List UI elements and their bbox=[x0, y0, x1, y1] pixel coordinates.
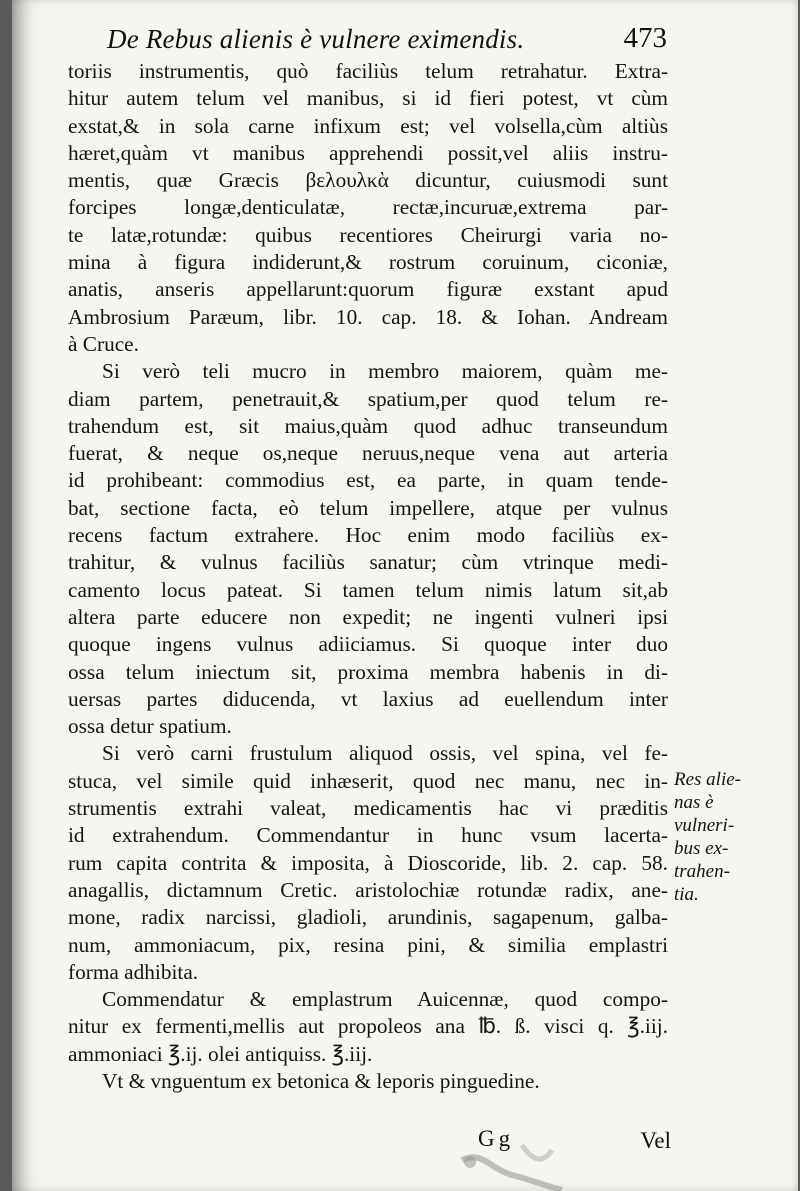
margin-note-line: tia. bbox=[674, 884, 699, 905]
text-line: altera parte educere non expedit; ne ingenti vulneri ipsi bbox=[68, 604, 668, 629]
text-line: fuerat, & neque os,neque neruus,neque vena aut arteria bbox=[68, 441, 668, 466]
catchword: Vel bbox=[640, 1128, 671, 1153]
text-line: bat, sectione facta, eò telum impellere, atque per vulnus bbox=[68, 495, 668, 520]
text-line: quoque ingens vulnus adiiciamus. Si quoque inter duo bbox=[68, 632, 668, 657]
text-line: num, ammoniacum, pix, resina pini, & similia emplastri bbox=[68, 932, 668, 957]
body-text bbox=[68, 58, 668, 1095]
margin-note-line: bus ex- bbox=[674, 838, 729, 859]
text-line: nitur ex fermenti,mellis aut propoleos ana ℔. ß. visci q. ℥.iij. bbox=[68, 1014, 668, 1039]
text-line: stuca, vel simile quid inhæserit, quod nec manu, nec in- bbox=[68, 768, 668, 793]
text-line: strumentis extrahi valeat, medicamentis hac vi præditis bbox=[68, 796, 668, 821]
text-line: ammoniaci ℥.ij. olei antiquiss. ℥.iij. bbox=[68, 1041, 373, 1066]
text-line: forcipes longæ,denticulatæ, rectæ,incuruæ,extrema par- bbox=[68, 195, 668, 220]
margin-note-line: nas è bbox=[674, 792, 714, 813]
text-line: mentis, quæ Græcis βελουλκὰ dicuntur, cuiusmodi sunt bbox=[68, 168, 668, 193]
text-line: anagallis, dictamnum Cretic. aristolochiæ rotundæ radix, ane- bbox=[68, 877, 668, 902]
margin-note bbox=[674, 768, 784, 906]
text-line: Si verò carni frustulum aliquod ossis, vel spina, vel fe- bbox=[102, 741, 668, 766]
margin-note-line: Res alie- bbox=[674, 769, 742, 790]
ink-smudge bbox=[452, 1140, 612, 1191]
text-line: te latæ,rotundæ: quibus recentiores Cheirurgi varia no- bbox=[68, 222, 668, 247]
text-line: Ambrosium Paræum, libr. 10. cap. 18. & Iohan. Andream bbox=[68, 304, 668, 329]
text-line: id extrahendum. Commendantur in hunc vsum lacerta- bbox=[68, 823, 668, 848]
text-line: Vt & vnguentum ex betonica & leporis pinguedine. bbox=[102, 1068, 540, 1093]
text-line: Commendatur & emplastrum Auicennæ, quod compo- bbox=[102, 987, 668, 1012]
text-line: hæret,quàm vt manibus apprehendi possit,vel aliis instru- bbox=[68, 140, 668, 165]
text-line: exstat,& in sola carne infixum est; vel volsella,cùm altiùs bbox=[68, 113, 668, 138]
text-line: diam partem, penetrauit,& spatium,per quod telum re- bbox=[68, 386, 668, 411]
margin-note-line: trahen- bbox=[674, 861, 730, 882]
text-line: recens factum extrahere. Hoc enim modo faciliùs ex- bbox=[68, 523, 668, 548]
running-header bbox=[107, 22, 667, 58]
page-number: 473 bbox=[623, 22, 667, 54]
text-line: Si verò teli mucro in membro maiorem, quàm me- bbox=[102, 359, 668, 384]
text-line: hitur autem telum vel manibus, si id fieri potest, vt cùm bbox=[68, 86, 668, 111]
text-line: rum capita contrita & imposita, à Dioscoride, lib. 2. cap. 58. bbox=[68, 850, 668, 875]
text-line: ossa detur spatium. bbox=[68, 714, 232, 739]
margin-note-line: vulneri- bbox=[674, 815, 735, 836]
text-line: ossa telum iniectum sit, proxima membra habenis in di- bbox=[68, 659, 668, 684]
text-line: uersas partes diducenda, vt laxius ad euellendum inter bbox=[68, 686, 668, 711]
text-line: trahitur, & vulnus faciliùs sanatur; cùm vtrinque medi- bbox=[68, 550, 668, 575]
text-line: trahendum est, sit maius,quàm quod adhuc transeundum bbox=[68, 413, 668, 438]
text-line: anatis, anseris appellarunt:quorum figuræ exstant apud bbox=[68, 277, 668, 302]
text-line: id prohibeant: commodius est, ea parte, in quam tende- bbox=[68, 468, 668, 493]
text-line: mina à figura indiderunt,& rostrum coruinum, ciconiæ, bbox=[68, 250, 668, 275]
text-line: forma adhibita. bbox=[68, 959, 199, 984]
running-title: De Rebus alienis è vulnere eximendis. bbox=[107, 24, 525, 54]
text-line: à Cruce. bbox=[68, 331, 139, 356]
book-page bbox=[12, 0, 798, 1191]
text-line: camento locus pateat. Si tamen telum nimis latum sit,ab bbox=[68, 577, 668, 602]
signature-mark: Gg bbox=[478, 1126, 515, 1151]
text-line: mone, radix narcissi, gladioli, arundinis, sagapenum, galba- bbox=[68, 905, 668, 930]
text-line: toriis instrumentis, quò faciliùs telum retrahatur. Extra- bbox=[68, 59, 668, 83]
